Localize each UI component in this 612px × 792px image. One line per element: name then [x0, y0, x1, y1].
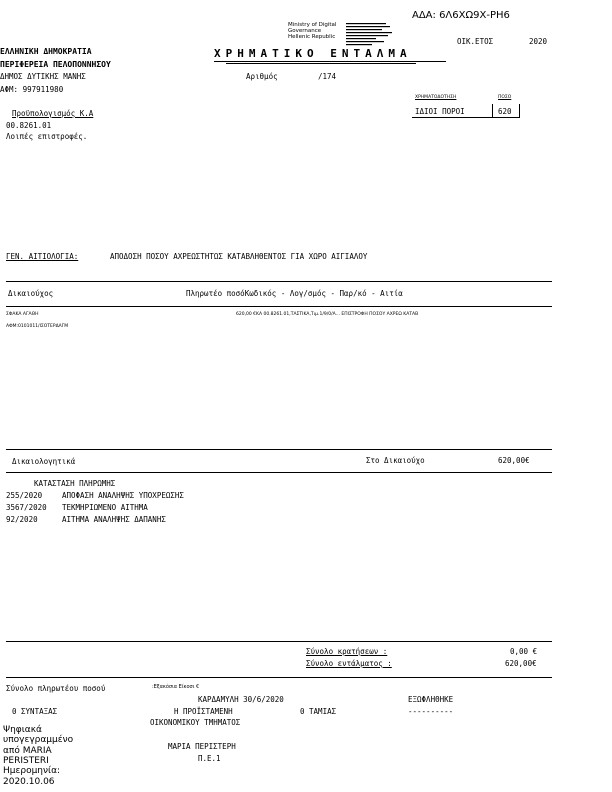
beneficiary-afm: ΑΦΜ:0101011/ΙΣΟΤΕΡΔΑΓΜ	[6, 324, 69, 329]
municipality-label: ΔΗΜΟΣ ΔΥΤΙΚΗΣ ΜΑΝΗΣ	[0, 72, 86, 81]
funding-value: ΙΔΙΟΙ ΠΟΡΟΙ	[415, 107, 465, 116]
ada-code: ΑΔΑ: 6Λ6ΧΩ9Χ-ΡΗ6	[412, 10, 510, 21]
number-value: /174	[318, 72, 337, 81]
document-title: ΧΡΗΜΑΤΙΚΟ ΕΝΤΑΛΜΑ	[214, 47, 412, 60]
beneficiary-name: ΣΦΑΚΑ ΑΓΑΘΗ	[6, 312, 39, 317]
document-item-1: ΑΠΟΦΑΣΗ ΑΝΑΛΗΨΗΣ ΥΠΟΧΡΕΩΣΗΣ	[62, 491, 184, 500]
document-ref-3: 92/2020	[6, 515, 38, 524]
ministry-logo-line2: Governance	[288, 27, 322, 34]
documents-header-rule	[6, 472, 552, 473]
digital-signature-line5: Ημερομηνία:	[3, 766, 61, 777]
deductions-label: Σύνολο κρατήσεων :	[306, 647, 388, 656]
to-beneficiary-value: 620,00€	[498, 456, 530, 465]
documents-top-rule	[6, 449, 552, 450]
document-item-2: ΤΕΚΜΗΡΙΩΜΕΝΟ ΑΙΤΗΜΑ	[62, 503, 148, 512]
amount-header: ΠΟΣΟ	[498, 95, 512, 100]
region-label: ΠΕΡΙΦΕΡΕΙΑ ΠΕΛΟΠΟΝΝΗΣΟΥ	[0, 60, 111, 69]
funding-box-divider	[492, 104, 493, 118]
payable-label: Σύνολο πληρωτέου ποσού	[6, 684, 106, 693]
documents-label: Δικαιολογητικά	[12, 457, 76, 466]
beneficiary-detail: 620,00 €ΚΑ 00.8261.01,ΤΑΣΤΙΚΑ,Τιμ.1/9/0/Α... ΕΠΙΣΤΡΟΦΗ ΠΟΣΟΥ ΑΧΡΕΩ ΚΑΤΑΒ	[236, 312, 419, 317]
digital-signature	[3, 725, 73, 787]
document-ref-1: 255/2020	[6, 491, 43, 500]
justification-text: ΑΠΟΔΟΣΗ ΠΟΣΟΥ ΑΧΡΕΩΣΤΗΤΩΣ ΚΑΤΑΒΛΗΘΕΝΤΟΣ ΓΙΑ ΧΩΡΟ ΑΙΓΙΑΛΟΥ	[110, 252, 368, 261]
ministry-logo-line1: Ministry of Digital	[288, 22, 337, 28]
amount-value: 620	[498, 107, 512, 116]
ministry-logo-line3: Hellenic Republic	[288, 33, 336, 40]
justification-label: ΓΕΝ. ΑΙΤΙΟΛΟΓΙΑ:	[6, 252, 79, 261]
fiscal-year-value: 2020	[529, 37, 548, 46]
funding-header: ΧΡΗΜΑΤΟΔΟΤΗΣΗ	[415, 95, 457, 100]
warrant-total-label: Σύνολο εντάλματος :	[306, 659, 392, 668]
composer-label: 0 ΣΥΝΤΑΞΑΣ	[12, 707, 58, 716]
digital-signature-line3: από MARIA	[3, 745, 52, 756]
beneficiary-top-rule	[6, 281, 552, 282]
payable-words: :Εξακόσια Είκοσι €	[152, 684, 200, 690]
document-ref-2: 3567/2020	[6, 503, 47, 512]
document-item-0: ΚΑΤΑΣΤΑΣΗ ΠΛΗΡΩΜΗΣ	[34, 479, 116, 488]
digital-signature-line2: υπογεγραμμένο	[3, 735, 74, 746]
details-column-header: Πληρωτέο ποσόΚωδικός - Λογ/σμός - Παρ/κό - Αιτία	[186, 289, 403, 298]
ministry-logo	[288, 23, 336, 40]
digital-signature-line4: PERISTERI	[3, 756, 49, 767]
document-item-3: ΑΙΤΗΜΑ ΑΝΑΛΗΨΗΣ ΔΑΠΑΝΗΣ	[62, 515, 166, 524]
head-title-line1: Η ΠΡΟΪΣΤΑΜΕΝΗ	[174, 707, 233, 716]
digital-signature-line1: Ψηφιακά	[3, 725, 42, 735]
budget-description: Λοιπές επιστροφές.	[6, 132, 88, 141]
digital-signature-line6: 2020.10.06	[3, 776, 55, 787]
approved-dashes: ----------	[408, 707, 454, 716]
to-beneficiary-label: Στο Δικαιούχο	[366, 456, 425, 465]
budget-code: 00.8261.01	[6, 121, 52, 130]
head-name: ΜΑΡΙΑ ΠΕΡΙΣΤΕΡΗ	[168, 742, 236, 751]
deductions-value: 0,00 €	[510, 647, 538, 656]
cashier-label: 0 ΤΑΜΙΑΣ	[300, 707, 337, 716]
beneficiary-column-header: Δικαιούχος	[8, 289, 54, 298]
head-grade: Π.Ε.1	[198, 754, 221, 763]
head-title-line2: ΟΙΚΟΝΟΜΙΚΟΥ ΤΜΗΜΑΤΟΣ	[150, 718, 241, 727]
country-label: ΕΛΛΗΝΙΚΗ ΔΗΜΟΚΡΑΤΙΑ	[0, 47, 92, 56]
funding-box-right	[519, 104, 520, 118]
place-date: ΚΑΡΔΑΜΥΛΗ 30/6/2020	[198, 695, 284, 704]
afm-label: ΑΦΜ: 997911980	[0, 85, 64, 94]
title-subline-icon	[226, 62, 426, 68]
beneficiary-header-rule	[6, 306, 552, 307]
budget-label: Προϋπολογισμός Κ.Α	[12, 109, 94, 118]
fiscal-year-label: ΟΙΚ.ΕΤΟΣ	[457, 37, 494, 46]
approved-label: ΕΞΩΦΛΗΘΗΚΕ	[408, 695, 454, 704]
number-label: Αριθμός	[246, 72, 278, 81]
funding-box-line	[412, 117, 520, 118]
totals-bottom-rule	[6, 677, 552, 678]
ministry-signature-stamp-icon	[346, 22, 414, 50]
totals-top-rule	[6, 641, 552, 642]
warrant-total-value: 620,00€	[505, 659, 537, 668]
